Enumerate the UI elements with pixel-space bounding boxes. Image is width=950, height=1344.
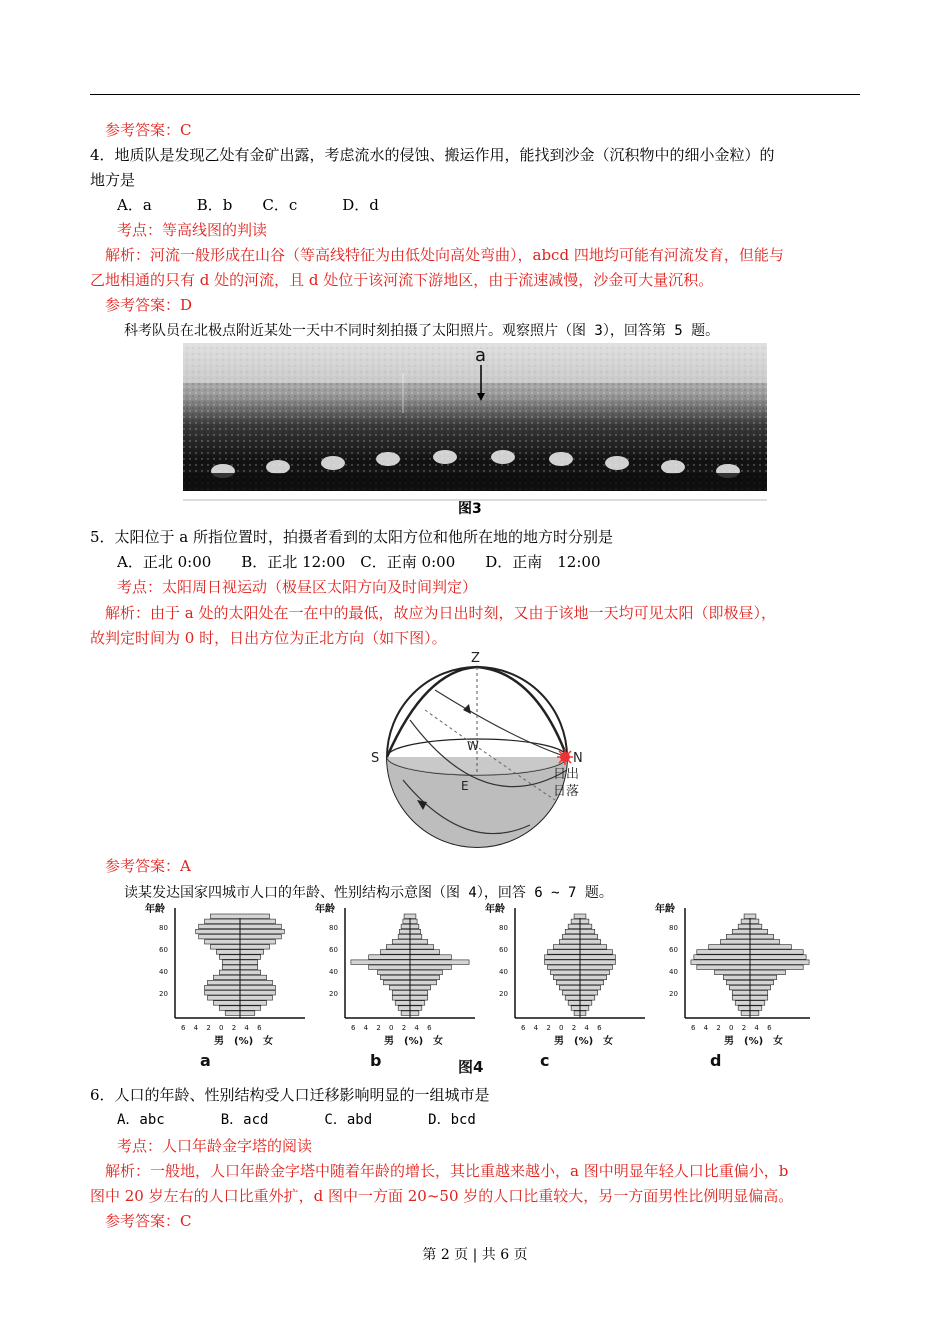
pyramid-y-tick: 40 [499,968,508,976]
q5-jiexi: 解析：由于 a 处的太阳处在一在中的最低，故应为日出时刻，又由于该地一天均可见太阳（即极昼）， [105,604,776,622]
pyramid-y-tick: 20 [499,990,508,998]
q6-options: A．abc B．acd C．abd D．bcd [117,1112,476,1128]
figure-3-caption: 图3 [458,501,482,517]
figure-3-marker: a [475,345,487,366]
q3-answer: 参考答案：C [105,121,192,139]
q4-kaodian: 考点：等高线图的判读 [117,221,268,239]
figure-4-caption: 图4 [458,1058,484,1076]
q6-answer: 参考答案：C [105,1212,192,1230]
q4-jiexi-cont: 乙地相通的只有 d 处的河流，且 d 处位于该河流下游地区，由于流速减慢，沙金可大量沉积。 [90,271,714,289]
q6-stem: 6．人口的年龄、性别结构受人口迁移影响明显的一组城市是 [90,1086,490,1104]
q4-jiexi: 解析：河流一般形成在山谷（等高线特征为由低处向高处弯曲），abcd 四地均可能有河流发育，但能与 [105,246,784,264]
figure-4-population-pyramids [140,900,810,1078]
pyramid-y-tick: 80 [499,924,508,932]
pyramid-panel-label: d [710,1051,722,1070]
sphere-e-label: E [461,779,469,793]
q6-jiexi: 解析：一般地，人口年龄金字塔中随着年龄的增长，其比重越来越小，a 图中明显年轻人口比重偏小，b [105,1162,789,1180]
pyramid-y-tick: 20 [669,990,678,998]
sphere-s-label: S [371,751,380,766]
pyramid-x-label: 男 (%) 女 [554,1036,614,1047]
q4-stem-cont: 地方是 [90,171,136,189]
pyramid-y-tick: 60 [329,946,338,954]
pyramid-y-tick: 20 [329,990,338,998]
figure-3-sun-photo [183,343,767,523]
q6-kaodian: 考点：人口年龄金字塔的阅读 [117,1137,313,1155]
pyramid-panel-label: c [540,1051,550,1070]
sphere-z-label: Z [471,651,480,666]
pyramid-x-ticks: 6 4 2 0 2 4 6 [691,1024,775,1032]
sphere-w-label: W [467,739,479,753]
pyramid-y-label: 年龄 [315,904,335,915]
pyramid-x-label: 男 (%) 女 [384,1036,444,1047]
pyramid-x-ticks: 6 4 2 0 2 4 6 [351,1024,435,1032]
pyramid-bar [744,914,756,919]
pyramid-bar [574,914,586,919]
q67-intro: 读某发达国家四城市人口的年龄、性别结构示意图（图 4），回答 6 ~ 7 题。 [124,885,613,901]
page-footer: 第 2 页 | 共 6 页 [422,1247,528,1263]
pyramid-x-label: 男 (%) 女 [214,1036,274,1047]
pyramid-y-tick: 80 [329,924,338,932]
pyramid-panel-label: a [200,1051,211,1070]
celestial-sphere-diagram [365,650,595,850]
pyramid-x-ticks: 6 4 2 0 2 4 6 [181,1024,265,1032]
q4-stem: 4．地质队是发现乙处有金矿出露，考虑流水的侵蚀、搬运作用，能找到沙金（沉积物中的细小金粒）的 [90,146,775,164]
pyramid-y-tick: 40 [329,968,338,976]
sphere-sunset-label: 日落 [553,784,580,799]
pyramid-y-tick: 20 [159,990,168,998]
pyramid-x-ticks: 6 4 2 0 2 4 6 [521,1024,605,1032]
q5-jiexi-cont: 故判定时间为 0 时，日出方位为正北方向（如下图）。 [90,629,447,647]
q5-stem: 5．太阳位于 a 所指位置时，拍摄者看到的太阳方位和他所在地的地方时分别是 [90,528,614,546]
pyramid-y-tick: 40 [669,968,678,976]
header-rule [90,94,860,95]
q4-answer: 参考答案：D [105,296,193,314]
pyramid-y-label: 年龄 [655,904,675,915]
q5-answer: 参考答案：A [105,857,191,875]
sphere-n-label: N [573,751,583,766]
sphere-sunrise-label: 日出 [553,767,580,782]
pyramid-y-tick: 60 [159,946,168,954]
pyramid-y-label: 年龄 [485,904,505,915]
q5-options: A．正北 0:00 B．正北 12:00 C．正南 0:00 D．正南 12:00 [117,553,601,571]
q5-intro: 科考队员在北极点附近某处一天中不同时刻拍摄了太阳照片。观察照片（图 3），回答第 5 题。 [124,323,720,339]
pyramid-bar [210,914,269,919]
pyramid-x-label: 男 (%) 女 [724,1036,784,1047]
pyramid-panel-label: b [370,1051,382,1070]
pyramid-y-tick: 80 [669,924,678,932]
pyramid-bar [404,914,416,919]
pyramid-y-tick: 40 [159,968,168,976]
pyramid-y-tick: 80 [159,924,168,932]
pyramid-y-tick: 60 [499,946,508,954]
q5-kaodian: 考点：太阳周日视运动（极昼区太阳方向及时间判定） [117,578,478,596]
pyramid-y-tick: 60 [669,946,678,954]
pyramid-y-label: 年龄 [145,904,165,915]
q4-options: A．a B．b C．c D．d [117,196,379,214]
q6-jiexi-cont: 图中 20 岁左右的人口比重外扩，d 图中一方面 20~50 岁的人口比重较大，另一方面男性比例明显偏高。 [90,1187,794,1205]
